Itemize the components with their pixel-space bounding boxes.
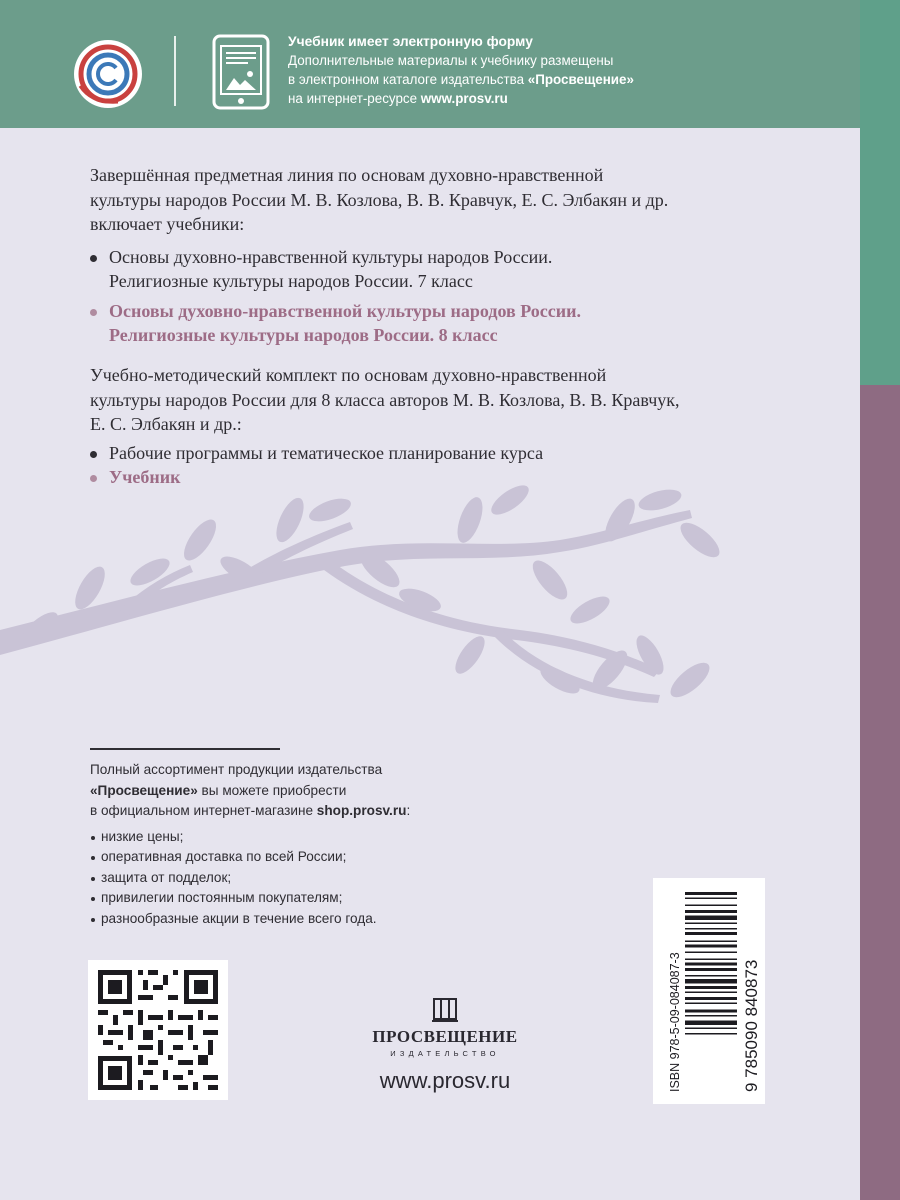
kit-intro-1: Учебно-методический комплект по основам духовно-нравственной (90, 365, 607, 385)
list-item: оперативная доставка по всей России; (90, 847, 530, 868)
publisher-website: www.prosv.ru (379, 1068, 511, 1093)
teaching-kit-section (90, 363, 830, 490)
shop-line-3: в официальном интернет-магазине shop.prosv.ru: (90, 803, 411, 818)
shop-line-2: «Просвещение» вы можете приобрести (90, 782, 347, 798)
list-item: защита от подделок; (90, 868, 530, 889)
kit-intro-3: Е. С. Элбакян и др.: (90, 414, 242, 434)
electronic-form-title: Учебник имеет электронную форму (288, 34, 533, 49)
series-book-list (90, 245, 830, 348)
list-item-grade-7: Основы духовно-нравственной культуры народов России. Религиозные культуры народов России. 7 класс (90, 245, 830, 294)
copyright-circle-icon (72, 38, 144, 110)
isbn-barcode (653, 878, 765, 1104)
shop-info (90, 760, 530, 929)
publisher-name-bold: «Просвещение» (527, 72, 634, 87)
shop-link: shop.prosv.ru (316, 803, 407, 818)
list-item: разнообразные акции в течение всего года. (90, 909, 530, 930)
shop-line-1: Полный ассортимент продукции издательства (90, 762, 383, 777)
list-item: привилегии постоянным покупателям; (90, 888, 530, 909)
side-stripe-green (860, 0, 900, 385)
electronic-form-notice (288, 32, 634, 108)
isbn-text: ISBN 978-5-09-084087-3 (668, 952, 682, 1092)
notice-line-3: на интернет-ресурсе www.prosv.ru (288, 91, 508, 106)
tree-branch-illustration (0, 480, 860, 760)
series-intro-1: Завершённая предметная линия по основам духовно-нравственной (90, 165, 604, 185)
header-divider (174, 36, 176, 106)
publisher-name: ПРОСВЕЩЕНИЕ (372, 1027, 518, 1046)
publisher-book-icon (430, 995, 460, 1023)
series-intro-3: включает учебники: (90, 214, 245, 234)
website-link: www.prosv.ru (420, 91, 508, 106)
notice-line-1: Дополнительные материалы к учебнику размещены (288, 53, 614, 68)
series-section (90, 163, 830, 348)
list-item-programs: Рабочие программы и тематическое планирование курса (90, 441, 830, 466)
qr-code-icon (88, 960, 228, 1100)
barcode-digits: 9 785090 840873 (742, 959, 761, 1092)
shop-benefits-list (90, 827, 530, 930)
list-item-grade-8: Основы духовно-нравственной культуры народов России. Религиозные культуры народов России. 8 класс (90, 299, 830, 348)
series-intro-2: культуры народов России М. В. Козлова, В. В. Кравчук, Е. С. Элбакян и др. (90, 189, 669, 210)
section-rule (90, 748, 280, 750)
list-item-textbook: Учебник (90, 465, 830, 490)
notice-line-2: в электронном каталоге издательства «Просвещение» (288, 72, 634, 87)
side-stripe-mauve (860, 385, 900, 1200)
tablet-image-icon (212, 34, 270, 110)
list-item: низкие цены; (90, 827, 530, 848)
publisher-logo (360, 995, 530, 1065)
publisher-subtitle: ИЗДАТЕЛЬСТВО (390, 1049, 500, 1058)
kit-intro-2: культуры народов России для 8 класса авторов М. В. Козлова, В. В. Кравчук, (90, 389, 680, 410)
